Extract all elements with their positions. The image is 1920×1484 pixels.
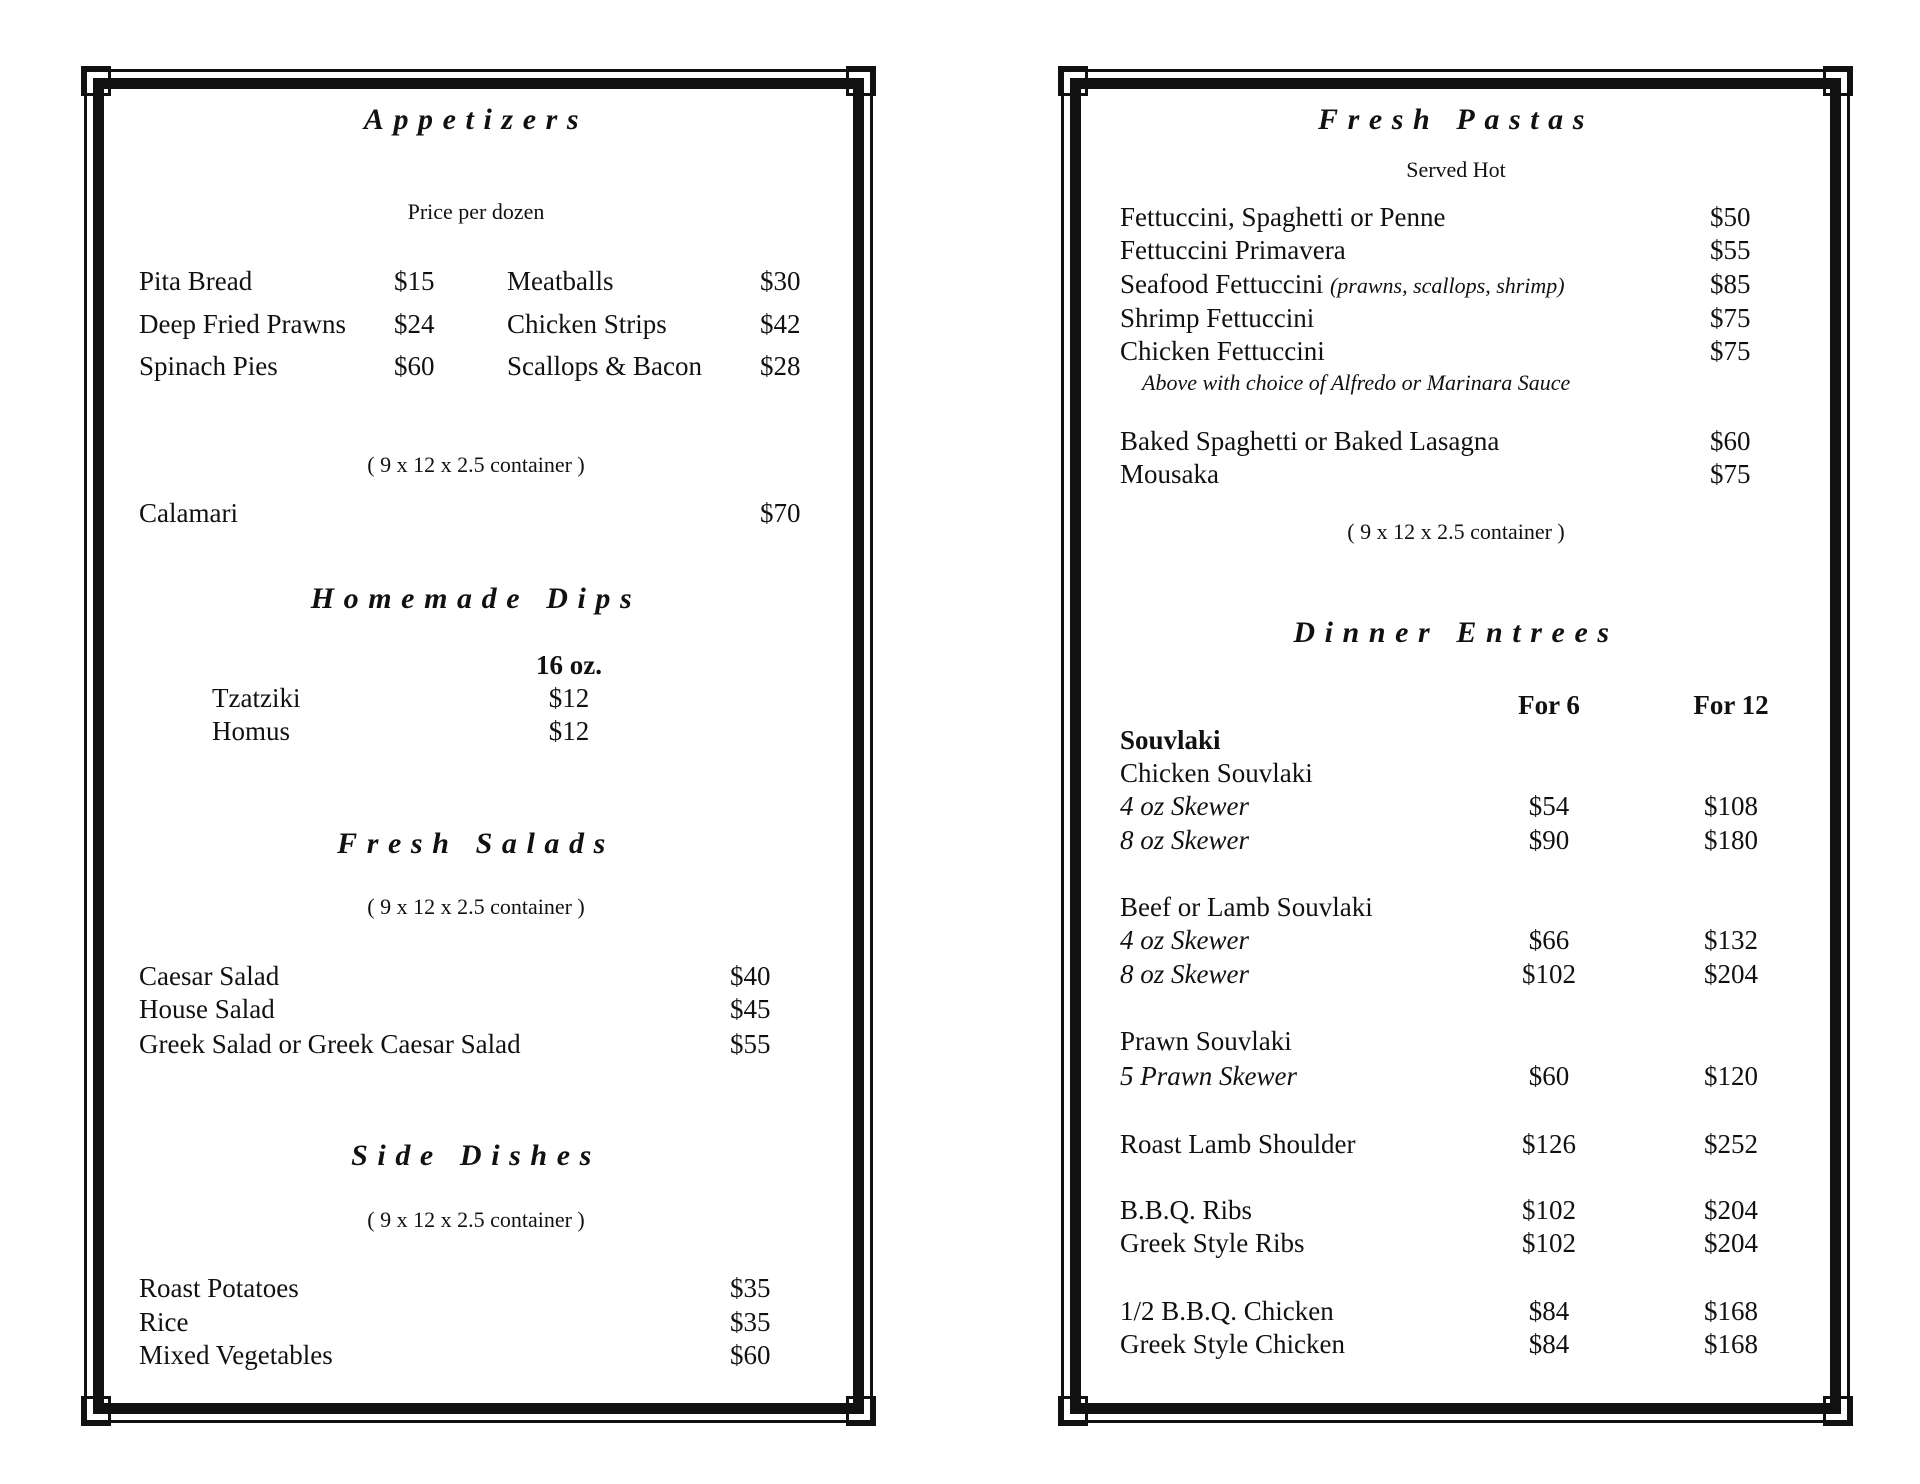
price-for6: $102: [1522, 1228, 1576, 1258]
entree-group: Chicken Souvlaki: [1120, 758, 1313, 788]
item-name: Calamari: [139, 498, 238, 528]
item-detail: (prawns, scallops, shrimp): [1329, 273, 1565, 298]
sauce-note: Above with choice of Alfredo or Marinara Sauce: [1142, 370, 1571, 395]
item-name: [1120, 268, 1565, 302]
item-price: $85: [1710, 269, 1751, 299]
price-for12: $132: [1704, 925, 1758, 955]
container-note: ( 9 x 12 x 2.5 container ): [367, 452, 585, 477]
entree-name: Greek Style Ribs: [1120, 1228, 1305, 1258]
item-price: $42: [760, 309, 801, 339]
container-note: ( 9 x 12 x 2.5 container ): [367, 1207, 585, 1232]
corner-ornament: [846, 66, 876, 96]
item-name: House Salad: [139, 994, 275, 1024]
entree-name: Roast Lamb Shoulder: [1120, 1129, 1356, 1159]
item-price: $24: [394, 309, 435, 339]
price-for12: $252: [1704, 1129, 1758, 1159]
price-for12: $168: [1704, 1329, 1758, 1359]
item-price: $15: [394, 266, 435, 296]
price-for6: $54: [1528, 791, 1570, 821]
dips-size-header: 16 oz.: [536, 650, 602, 680]
item-name-text: Seafood Fettuccini: [1120, 269, 1324, 299]
corner-ornament: [81, 66, 111, 96]
item-price: $60: [1710, 426, 1751, 456]
col-header-for12: For 12: [1693, 690, 1769, 720]
corner-ornament: [846, 1396, 876, 1426]
item-price: $75: [1710, 336, 1751, 366]
price-for6: $60: [1528, 1061, 1570, 1091]
item-price: $12: [548, 716, 590, 746]
item-name: Shrimp Fettuccini: [1120, 303, 1315, 333]
entree-name: 1/2 B.B.Q. Chicken: [1120, 1296, 1334, 1326]
item-price: $28: [760, 351, 801, 381]
entree-group: Beef or Lamb Souvlaki: [1120, 892, 1373, 922]
price-for12: $204: [1704, 959, 1758, 989]
item-name: Fettuccini, Spaghetti or Penne: [1120, 202, 1446, 232]
item-name: Mixed Vegetables: [139, 1340, 333, 1370]
item-name: Homus: [212, 716, 291, 746]
price-for6: $90: [1528, 825, 1570, 855]
corner-ornament: [81, 1396, 111, 1426]
appetizers-note: Price per dozen: [407, 199, 545, 224]
appetizers-title: Appetizers: [363, 103, 589, 136]
container-note: ( 9 x 12 x 2.5 container ): [367, 894, 585, 919]
price-for6: $102: [1522, 959, 1576, 989]
item-price: $50: [1710, 202, 1751, 232]
item-name: Chicken Fettuccini: [1120, 336, 1325, 366]
entree-name: B.B.Q. Ribs: [1120, 1195, 1253, 1225]
item-name: Deep Fried Prawns: [139, 309, 346, 339]
entree-name: 8 oz Skewer: [1120, 959, 1249, 989]
price-for12: $120: [1704, 1061, 1758, 1091]
entree-name: Greek Style Chicken: [1120, 1329, 1345, 1359]
entree-name: 4 oz Skewer: [1120, 925, 1249, 955]
item-name: Greek Salad or Greek Caesar Salad: [139, 1029, 521, 1059]
item-price: $55: [730, 1029, 771, 1059]
item-price: $35: [730, 1307, 771, 1337]
price-for6: $84: [1528, 1329, 1570, 1359]
item-name: Roast Potatoes: [139, 1273, 299, 1303]
item-price: $30: [760, 266, 801, 296]
corner-ornament: [1058, 1396, 1088, 1426]
corner-ornament: [1058, 66, 1088, 96]
sides-title: Side Dishes: [351, 1139, 601, 1172]
item-name: Spinach Pies: [139, 351, 278, 381]
entree-group: Prawn Souvlaki: [1120, 1026, 1292, 1056]
item-name: Scallops & Bacon: [507, 351, 702, 381]
item-price: $60: [394, 351, 435, 381]
dips-title: Homemade Dips: [310, 582, 642, 615]
item-price: $55: [1710, 235, 1751, 265]
item-name: Mousaka: [1120, 459, 1219, 489]
item-name: Pita Bread: [139, 266, 253, 296]
corner-ornament: [1823, 66, 1853, 96]
entrees-title: Dinner Entrees: [1293, 616, 1619, 649]
item-price: $60: [730, 1340, 771, 1370]
item-name: Tzatziki: [212, 683, 301, 713]
item-name: Rice: [139, 1307, 189, 1337]
salads-title: Fresh Salads: [337, 827, 615, 860]
souvlaki-heading: Souvlaki: [1120, 725, 1221, 755]
price-for6: $126: [1522, 1129, 1576, 1159]
entree-name: 4 oz Skewer: [1120, 791, 1249, 821]
corner-ornament: [1823, 1396, 1853, 1426]
item-price: $75: [1710, 303, 1751, 333]
price-for12: $180: [1704, 825, 1758, 855]
price-for12: $108: [1704, 791, 1758, 821]
price-for12: $204: [1704, 1228, 1758, 1258]
price-for6: $66: [1528, 925, 1570, 955]
item-name: Baked Spaghetti or Baked Lasagna: [1120, 426, 1500, 456]
pastas-subtitle: Served Hot: [1406, 157, 1506, 182]
item-price: $35: [730, 1273, 771, 1303]
price-for6: $84: [1528, 1296, 1570, 1326]
item-price: $45: [730, 994, 771, 1024]
item-price: $75: [1710, 459, 1751, 489]
pastas-title: Fresh Pastas: [1317, 103, 1595, 136]
item-price: $70: [760, 498, 801, 528]
item-name: Caesar Salad: [139, 961, 280, 991]
price-for6: $102: [1522, 1195, 1576, 1225]
price-for12: $204: [1704, 1195, 1758, 1225]
entree-name: 8 oz Skewer: [1120, 825, 1249, 855]
item-price: $12: [548, 683, 590, 713]
price-for12: $168: [1704, 1296, 1758, 1326]
entree-name: 5 Prawn Skewer: [1120, 1061, 1297, 1091]
container-note: ( 9 x 12 x 2.5 container ): [1347, 519, 1565, 544]
item-price: $40: [730, 961, 771, 991]
item-name: Fettuccini Primavera: [1120, 235, 1346, 265]
item-name: Meatballs: [507, 266, 614, 296]
item-name: Chicken Strips: [507, 309, 667, 339]
col-header-for6: For 6: [1518, 690, 1580, 720]
